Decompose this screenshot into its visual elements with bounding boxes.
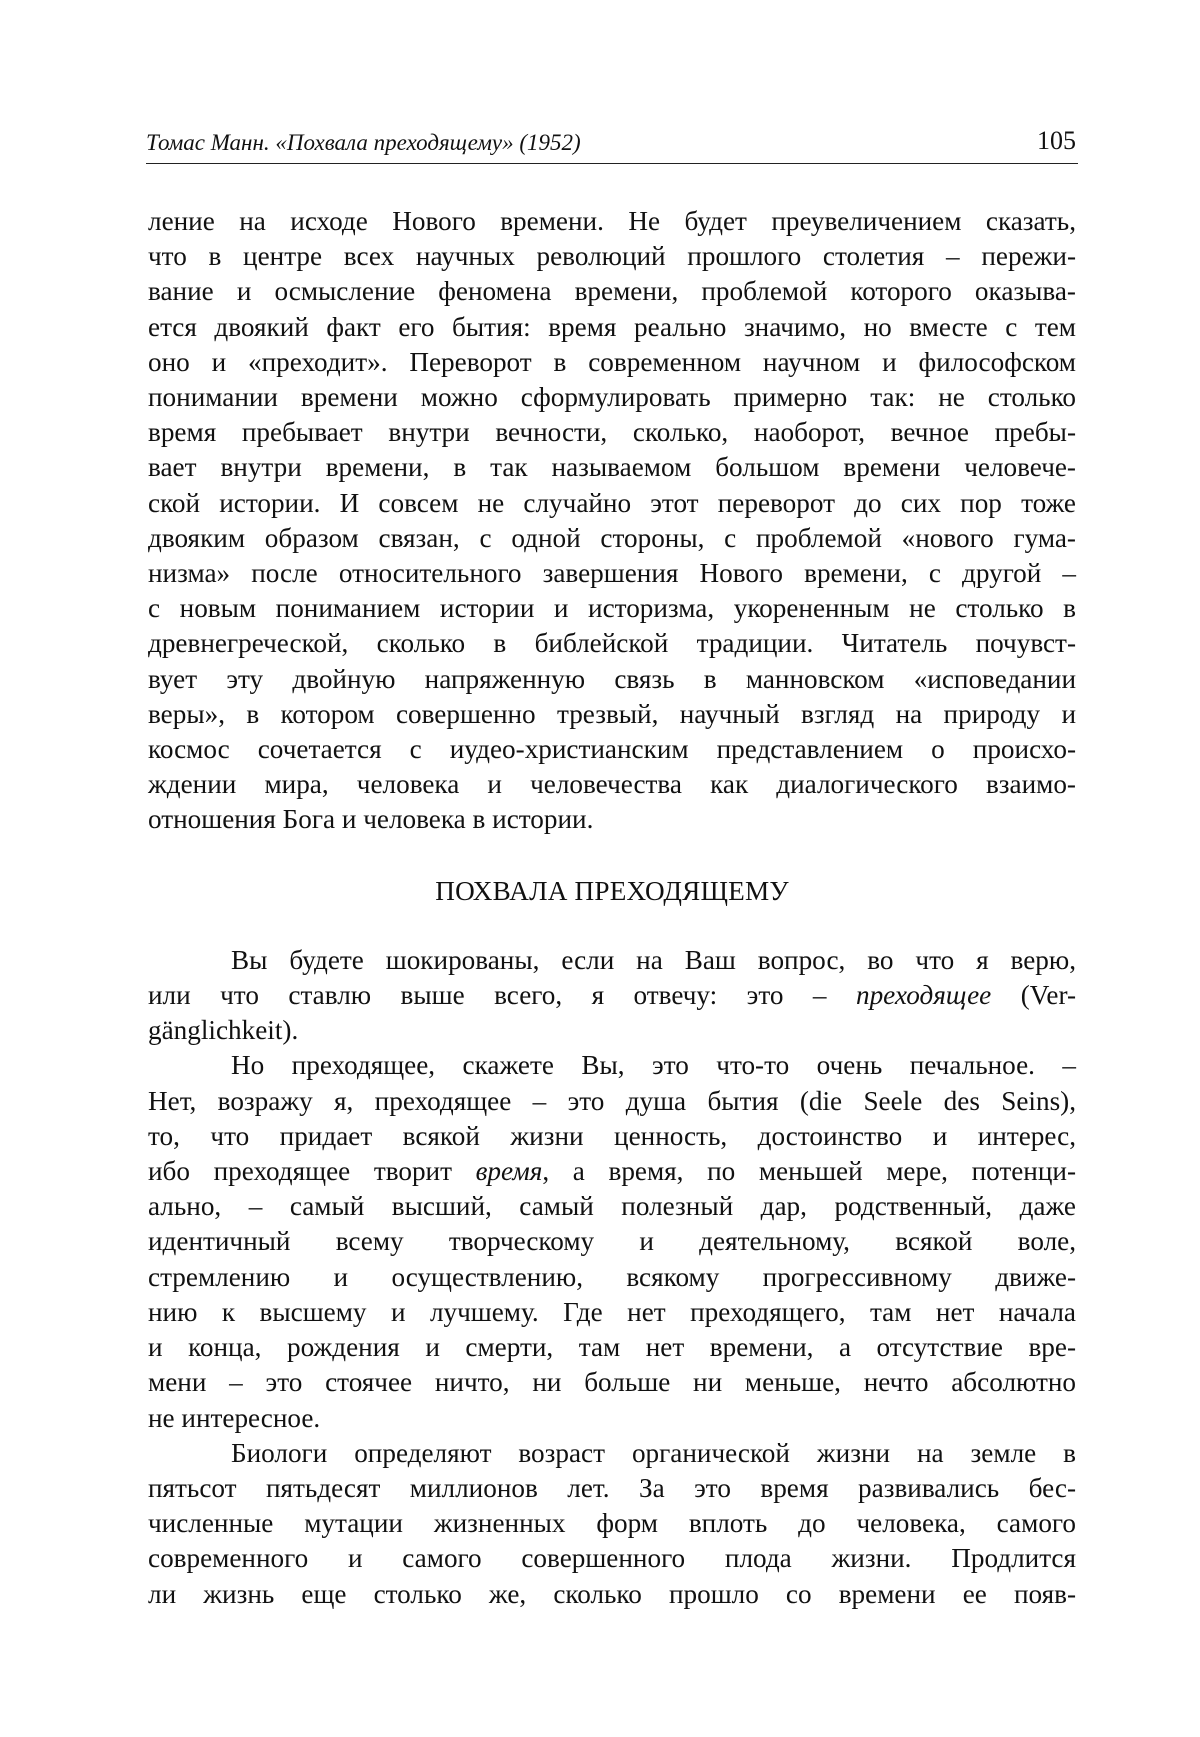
text-line: мени – это стоячее ничто, ни больше ни меньше, нечто абсолютно bbox=[148, 1367, 1076, 1398]
body-text bbox=[148, 204, 1076, 1612]
text-line: Но преходящее, скажете Вы, это что-то очень печальное. – bbox=[231, 1050, 1076, 1081]
text-line: нию к высшему и лучшему. Где нет преходящего, там нет начала bbox=[148, 1296, 1076, 1327]
header-title: Томас Манн. «Похвала преходящему» (1952) bbox=[146, 130, 581, 155]
text-line: космос сочетается с иудео-христианским представлением о происхо- bbox=[148, 734, 1076, 765]
emphasis: преходящее bbox=[855, 980, 992, 1011]
text-line: Биологи определяют возраст органической жизни на земле в bbox=[231, 1437, 1076, 1468]
text-line: пятьсот пятьдесят миллионов лет. За это время развивались бес- bbox=[148, 1472, 1076, 1503]
text-line: оно и «преходит». Переворот в современном научном и философском bbox=[148, 346, 1076, 377]
text-line: Вы будете шокированы, если на Ваш вопрос, во что я верю, bbox=[231, 944, 1076, 975]
text-line: ально, – самый высший, самый полезный дар, родственный, даже bbox=[148, 1191, 1076, 1222]
running-header bbox=[146, 122, 1078, 164]
text-line bbox=[148, 1154, 1076, 1189]
text-line: то, что придает всякой жизни ценность, достоинство и интерес, bbox=[148, 1120, 1076, 1151]
paragraph-3 bbox=[148, 1436, 1076, 1612]
text-segment: (Ver- bbox=[1020, 980, 1077, 1011]
text-line: веры», в котором совершенно трезвый, научный взгляд на природу и bbox=[148, 698, 1076, 729]
text-line: что в центре всех научных революций прошлого столетия – пережи- bbox=[148, 241, 1076, 272]
text-line: древнегреческой, сколько в библейской традиции. Читатель почувст- bbox=[148, 628, 1076, 659]
text-line: двояким образом связан, с одной стороны, с проблемой «нового гума- bbox=[148, 522, 1076, 553]
text-line bbox=[148, 978, 1076, 1013]
text-line: понимании времени можно сформулировать примерно так: не столько bbox=[148, 382, 1076, 413]
text-line: ской истории. И совсем не случайно этот переворот до сих пор тоже bbox=[148, 487, 1076, 518]
text-line: вует эту двойную напряженную связь в манновском «исповедании bbox=[148, 663, 1076, 694]
section-title: ПОХВАЛА ПРЕХОДЯЩЕМУ bbox=[435, 875, 789, 906]
text-line: не интересное. bbox=[148, 1402, 321, 1433]
text-line: вает внутри времени, в так называемом большом времени человече- bbox=[148, 452, 1076, 483]
text-line: ли жизнь еще столько же, сколько прошло со времени ее появ- bbox=[148, 1578, 1076, 1609]
text-line: отношения Бога и человека в истории. bbox=[148, 804, 594, 835]
text-line: gänglichkeit). bbox=[148, 1015, 299, 1046]
emphasis: время bbox=[475, 1156, 543, 1187]
text-line: ление на исходе Нового времени. Не будет преувеличением сказать, bbox=[148, 206, 1076, 236]
text-segment: или что ставлю выше всего, я отвечу: это – bbox=[148, 980, 827, 1011]
text-line: стремлению и осуществлению, всякому прогрессивному движе- bbox=[148, 1261, 1076, 1292]
text-line: низма» после относительного завершения Нового времени, с другой – bbox=[148, 558, 1076, 589]
text-line: вание и осмысление феномена времени, проблемой которого оказыва- bbox=[148, 276, 1076, 307]
text-segment: , а время, по меньшей мере, потенци- bbox=[542, 1156, 1077, 1187]
text-line: идентичный всему творческому и деятельному, всякой воле, bbox=[148, 1226, 1076, 1257]
text-line: и конца, рождения и смерти, там нет времени, а отсутствие вре- bbox=[148, 1332, 1076, 1363]
text-line: численные мутации жизненных форм вплоть до человека, самого bbox=[148, 1508, 1076, 1539]
intro-paragraph bbox=[148, 204, 1076, 838]
paragraph-2 bbox=[148, 1048, 1076, 1435]
paragraph-1 bbox=[148, 943, 1076, 1049]
text-line: время пребывает внутри вечности, сколько, наоборот, вечное пребы- bbox=[148, 417, 1076, 448]
text-line: ждении мира, человека и человечества как диалогического взаимо- bbox=[148, 769, 1076, 800]
page-number: 105 bbox=[1037, 126, 1076, 155]
text-line: современного и самого совершенного плода жизни. Продлится bbox=[148, 1543, 1076, 1574]
text-line: ется двоякий факт его бытия: время реально значимо, но вместе с тем bbox=[148, 311, 1076, 342]
text-line: Нет, возражу я, преходящее – это душа бытия (die Seele des Seins), bbox=[148, 1085, 1076, 1116]
text-line: с новым пониманием истории и историзма, укорененным не столько в bbox=[148, 593, 1076, 624]
text-segment: ибо преходящее творит bbox=[148, 1156, 452, 1187]
